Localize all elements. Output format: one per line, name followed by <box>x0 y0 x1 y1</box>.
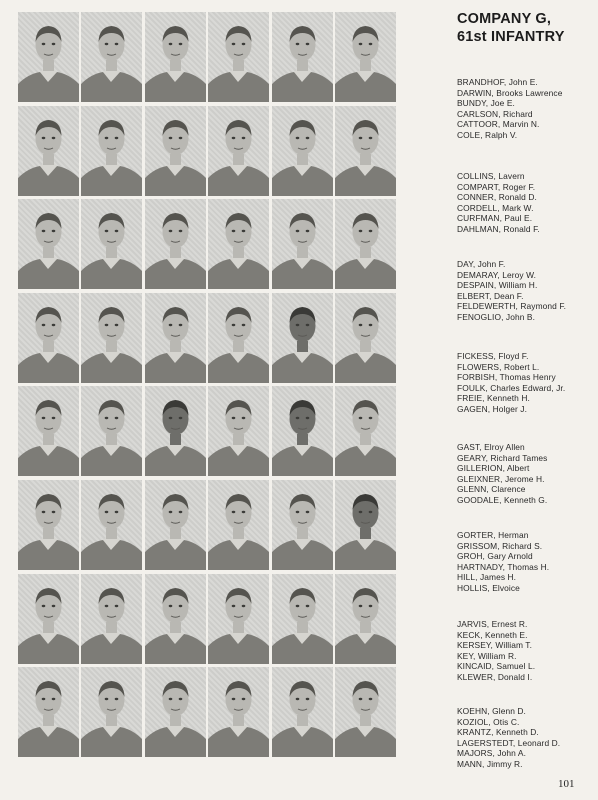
portrait-figure-icon <box>272 12 333 102</box>
soldier-name: FREIE, Kenneth H. <box>457 393 530 404</box>
soldier-name: CATTOOR, Marvin N. <box>457 119 540 130</box>
portrait-photo <box>272 386 333 476</box>
portrait-figure-icon <box>272 106 333 196</box>
soldier-name: KEY, William R. <box>457 650 517 661</box>
name-row-block <box>457 171 597 235</box>
soldier-name: GLENN, Clarence <box>457 484 526 495</box>
soldier-name: DAHLMAN, Ronald F. <box>457 223 540 234</box>
portrait-figure-icon <box>145 106 206 196</box>
portrait-photo <box>335 480 396 570</box>
portrait-photo <box>145 574 206 664</box>
portrait-figure-icon <box>272 199 333 289</box>
portrait-photo <box>81 574 142 664</box>
soldier-name: MAJORS, John A. <box>457 748 526 759</box>
portrait-figure-icon <box>208 106 269 196</box>
soldier-name: ELBERT, Dean F. <box>457 290 524 301</box>
portrait-figure-icon <box>81 574 142 664</box>
portrait-figure-icon <box>335 574 396 664</box>
portrait-photo <box>145 667 206 757</box>
heading-line-company: COMPANY G, <box>457 11 552 27</box>
portrait-photo <box>272 12 333 102</box>
portrait-figure-icon <box>145 480 206 570</box>
soldier-name: FELDEWERTH, Raymond F. <box>457 301 567 312</box>
portrait-figure-icon <box>272 667 333 757</box>
portrait-figure-icon <box>335 480 396 570</box>
portrait-photo <box>145 106 206 196</box>
soldier-name: HARTNADY, Thomas H. <box>457 561 550 572</box>
portrait-photo <box>18 574 79 664</box>
portrait-figure-icon <box>18 667 79 757</box>
portrait-photo <box>335 12 396 102</box>
soldier-name: MANN, Jimmy R. <box>457 758 523 769</box>
soldier-name: KERSEY, William T. <box>457 640 533 651</box>
soldier-name: GAGEN, Holger J. <box>457 403 528 414</box>
name-row-block <box>457 619 597 683</box>
soldier-name: GOODALE, Kenneth G. <box>457 494 548 505</box>
soldier-name: CARLSON, Richard <box>457 108 533 119</box>
portrait-photo <box>18 667 79 757</box>
portrait-photo <box>335 293 396 383</box>
portrait-photo <box>81 667 142 757</box>
soldier-name: CORDELL, Mark W. <box>457 202 534 213</box>
portrait-photo <box>145 480 206 570</box>
portrait-photo <box>81 12 142 102</box>
portrait-figure-icon <box>81 667 142 757</box>
soldier-name: BUNDY, Joe E. <box>457 98 515 109</box>
portrait-figure-icon <box>272 574 333 664</box>
portrait-figure-icon <box>145 293 206 383</box>
portrait-figure-icon <box>81 480 142 570</box>
portrait-photo <box>81 293 142 383</box>
portrait-photo <box>335 574 396 664</box>
portrait-photo <box>272 667 333 757</box>
portrait-figure-icon <box>208 386 269 476</box>
soldier-name: DESPAIN, William H. <box>457 280 538 291</box>
portrait-photo <box>208 574 269 664</box>
soldier-name: COLLINS, Lavern <box>457 171 525 181</box>
portrait-figure-icon <box>81 199 142 289</box>
portrait-figure-icon <box>208 574 269 664</box>
soldier-name: HILL, James H. <box>457 572 517 583</box>
soldier-name: KLEWER, Donald I. <box>457 671 533 682</box>
portrait-photo <box>18 106 79 196</box>
portrait-photo <box>81 106 142 196</box>
name-row-block <box>457 530 597 594</box>
portrait-photo <box>208 667 269 757</box>
portrait-photo <box>81 480 142 570</box>
soldier-name: BRANDHOF, John E. <box>457 77 538 87</box>
portrait-figure-icon <box>208 480 269 570</box>
portrait-photo <box>208 106 269 196</box>
portrait-figure-icon <box>335 386 396 476</box>
soldier-name: KOZIOL, Otis C. <box>457 716 520 727</box>
portrait-figure-icon <box>208 199 269 289</box>
portrait-figure-icon <box>81 12 142 102</box>
portrait-figure-icon <box>145 12 206 102</box>
soldier-name: KECK, Kenneth E. <box>457 629 528 640</box>
soldier-name: DAY, John F. <box>457 259 506 269</box>
soldier-name: GROH, Gary Arnold <box>457 551 533 562</box>
soldier-name: GORTER, Herman <box>457 530 529 540</box>
heading-line-unit: 61st INFANTRY <box>457 29 565 45</box>
portrait-figure-icon <box>81 106 142 196</box>
soldier-name: COMPART, Roger F. <box>457 181 536 192</box>
portrait-figure-icon <box>145 667 206 757</box>
soldier-name: FENOGLIO, John B. <box>457 311 536 322</box>
portrait-photo <box>208 386 269 476</box>
soldier-name: LAGERSTEDT, Leonard D. <box>457 737 561 748</box>
portrait-figure-icon <box>335 667 396 757</box>
portrait-figure-icon <box>208 12 269 102</box>
portrait-figure-icon <box>272 480 333 570</box>
soldier-name: FORBISH, Thomas Henry <box>457 372 556 383</box>
portrait-figure-icon <box>335 293 396 383</box>
portrait-figure-icon <box>18 12 79 102</box>
portrait-figure-icon <box>18 574 79 664</box>
portrait-photo <box>208 293 269 383</box>
portrait-photo <box>272 480 333 570</box>
portrait-figure-icon <box>335 106 396 196</box>
portrait-photo <box>272 106 333 196</box>
portrait-figure-icon <box>335 199 396 289</box>
portrait-figure-icon <box>18 199 79 289</box>
soldier-name: CURFMAN, Paul E. <box>457 213 533 224</box>
soldier-name: JARVIS, Ernest R. <box>457 619 528 629</box>
portrait-photo <box>81 199 142 289</box>
soldier-name: KINCAID, Samuel L. <box>457 661 536 672</box>
company-heading <box>457 10 593 46</box>
portrait-figure-icon <box>81 386 142 476</box>
portrait-figure-icon <box>208 293 269 383</box>
name-row-block <box>457 259 597 323</box>
name-row-block <box>457 77 597 141</box>
name-row-block <box>457 706 597 770</box>
portrait-photo <box>335 106 396 196</box>
soldier-name: GEARY, Richard Tames <box>457 452 548 463</box>
portrait-photo <box>272 574 333 664</box>
portrait-photo <box>208 12 269 102</box>
soldier-name: FOULK, Charles Edward, Jr. <box>457 382 566 393</box>
soldier-name: FLOWERS, Robert L. <box>457 361 540 372</box>
soldier-name: FICKESS, Floyd F. <box>457 351 529 361</box>
page-number: 101 <box>558 778 575 790</box>
portrait-figure-icon <box>272 386 333 476</box>
portrait-photo <box>145 386 206 476</box>
portrait-figure-icon <box>208 667 269 757</box>
portrait-photo <box>81 386 142 476</box>
name-row-block <box>457 442 597 506</box>
soldier-name: COLE, Ralph V. <box>457 129 518 140</box>
portrait-photo <box>208 199 269 289</box>
portrait-figure-icon <box>18 480 79 570</box>
portrait-figure-icon <box>145 199 206 289</box>
soldier-name: GILLERION, Albert <box>457 463 530 474</box>
portrait-photo <box>335 199 396 289</box>
portrait-photo <box>272 199 333 289</box>
portrait-photo <box>18 199 79 289</box>
portrait-photo <box>145 199 206 289</box>
soldier-name: GAST, Elroy Allen <box>457 442 525 452</box>
portrait-photo <box>18 12 79 102</box>
portrait-photo <box>335 386 396 476</box>
soldier-name: GRISSOM, Richard S. <box>457 540 543 551</box>
soldier-name: KRANTZ, Kenneth D. <box>457 727 539 738</box>
portrait-grid <box>18 12 396 742</box>
portrait-figure-icon <box>81 293 142 383</box>
portrait-figure-icon <box>18 293 79 383</box>
portrait-figure-icon <box>145 574 206 664</box>
name-row-block <box>457 351 597 415</box>
portrait-figure-icon <box>272 293 333 383</box>
portrait-figure-icon <box>18 106 79 196</box>
soldier-name: HOLLIS, Elvoice <box>457 582 520 593</box>
portrait-photo <box>18 480 79 570</box>
soldier-name: KOEHN, Glenn D. <box>457 706 526 716</box>
portrait-photo <box>335 667 396 757</box>
portrait-photo <box>18 386 79 476</box>
portrait-photo <box>18 293 79 383</box>
portrait-figure-icon <box>145 386 206 476</box>
portrait-photo <box>145 12 206 102</box>
portrait-figure-icon <box>335 12 396 102</box>
soldier-name: CONNER, Ronald D. <box>457 192 537 203</box>
portrait-photo <box>272 293 333 383</box>
soldier-name: GLEIXNER, Jerome H. <box>457 473 545 484</box>
portrait-photo <box>145 293 206 383</box>
soldier-name: DEMARAY, Leroy W. <box>457 269 537 280</box>
portrait-figure-icon <box>18 386 79 476</box>
portrait-photo <box>208 480 269 570</box>
soldier-name: DARWIN, Brooks Lawrence <box>457 87 563 98</box>
